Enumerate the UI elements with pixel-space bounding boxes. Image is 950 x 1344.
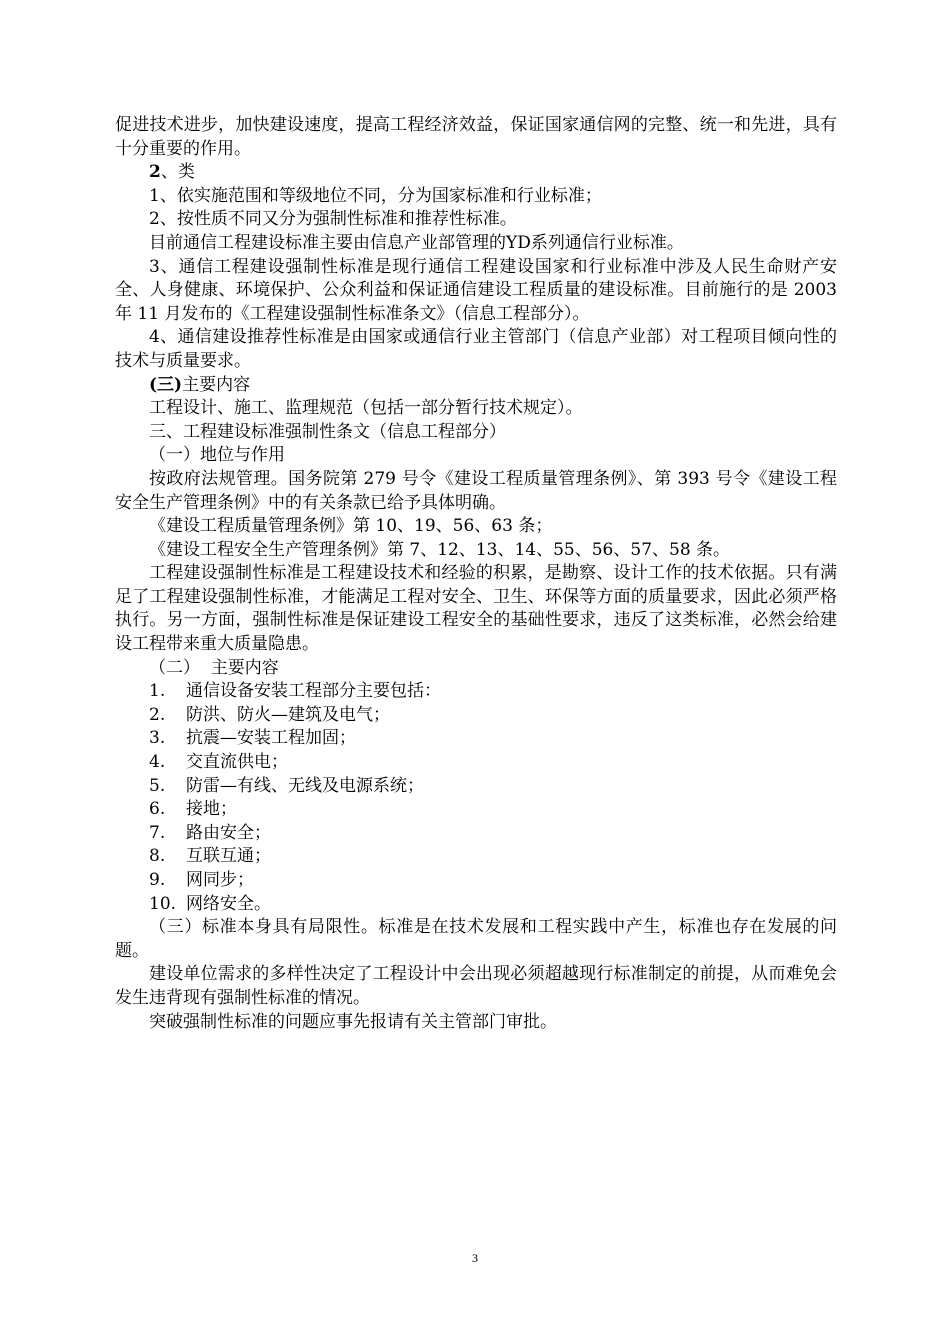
list-item — [115, 727, 837, 751]
list-item — [115, 751, 837, 775]
paragraph: 按政府法规管理。国务院第 279 号令《建设工程质量管理条例》、第 393 号令《建设工程安全生产管理条例》中的有关条款已给予具体明确。 — [115, 468, 837, 513]
list-item-text: 路由安全； — [186, 822, 271, 843]
list-item — [115, 775, 837, 799]
list-item-text: 互联互通； — [186, 846, 271, 867]
paragraph: 1、依实施范围和等级地位不同，分为国家标准和行业标准； — [149, 185, 602, 206]
paragraph: 目前通信工程建设标准主要由信息产业部管理的YD系列通信行业标准。 — [149, 232, 684, 253]
paragraph: （三）标准本身具有局限性。标准是在技术发展和工程实践中产生，标准也存在发展的问题。 — [115, 917, 837, 961]
list-item — [115, 680, 837, 704]
paragraph: 建设单位需求的多样性决定了工程设计中会出现必须超越现行标准制定的前提，从而难免会发生违背现有强制性标准的情况。 — [115, 964, 837, 1008]
section-number: (三) — [149, 374, 183, 395]
section-heading — [115, 374, 837, 398]
list-item-text: 网络安全。 — [186, 893, 271, 914]
list-item — [115, 869, 837, 893]
list-item-text: 通信设备安装工程部分主要包括： — [186, 681, 441, 702]
paragraph: 4、通信建设推荐性标准是由国家或通信行业主管部门（信息产业部）对工程项目倾向性的技术与质量要求。 — [115, 327, 837, 371]
section-heading — [115, 161, 837, 185]
list-item-number: 2. — [149, 704, 166, 725]
subsection-heading: （二） 主要内容 — [149, 657, 279, 678]
list-item-number: 9. — [149, 870, 166, 890]
list-item-number: 3. — [149, 728, 166, 749]
list-item-text: 网同步； — [186, 870, 254, 890]
list-item-number: 1. — [149, 681, 166, 702]
list-item — [115, 845, 837, 869]
section-heading: 三、工程建设标准强制性条文（信息工程部分） — [149, 421, 506, 442]
list-item-text: 交直流供电； — [186, 752, 288, 773]
list-item-number: 10. — [149, 893, 177, 914]
paragraph: 3、通信工程建设强制性标准是现行通信工程建设国家和行业标准中涉及人民生命财产安全、人身健康、环境保护、公众利益和保证通信建设工程质量的建设标准。目前施行的是 2003 年 11 月发布的《工程建设强制性标准条文》（信息工程部分）。 — [115, 256, 837, 324]
page-body — [115, 114, 837, 1034]
paragraph: 《建设工程安全生产管理条例》第 7、12、13、14、55、56、57、58 条。 — [149, 539, 731, 560]
paragraph: 2、按性质不同又分为强制性标准和推荐性标准。 — [149, 209, 517, 230]
list-item-text: 抗震—安装工程加固； — [186, 728, 356, 749]
section-number: 2 — [149, 162, 161, 183]
list-item — [115, 822, 837, 846]
list-item-number: 4. — [149, 752, 166, 773]
numbered-list — [115, 680, 837, 916]
paragraph: 促进技术进步，加快建设速度，提高工程经济效益，保证国家通信网的完整、统一和先进，具有十分重要的作用。 — [115, 115, 837, 159]
list-item-text: 防雷—有线、无线及电源系统； — [186, 775, 424, 796]
paragraph: 突破强制性标准的问题应事先报请有关主管部门审批。 — [149, 1011, 557, 1032]
section-title: 主要内容 — [182, 374, 251, 395]
section-title: 、类 — [160, 162, 195, 183]
list-item-number: 7. — [149, 822, 166, 843]
list-item-number: 8. — [149, 846, 166, 867]
paragraph: 《建设工程质量管理条例》第 10、19、56、63 条； — [149, 516, 553, 537]
subsection-heading: （一）地位与作用 — [149, 445, 285, 466]
paragraph: 工程设计、施工、监理规范（包括一部分暂行技术规定）。 — [149, 398, 583, 419]
list-item — [115, 893, 837, 917]
list-item-text: 防洪、防火—建筑及电气； — [186, 704, 390, 725]
paragraph: 工程建设强制性标准是工程建设技术和经验的积累，是勘察、设计工作的技术依据。只有满足了工程建设强制性标准，才能满足工程对安全、卫生、环保等方面的质量要求，因此必须严格执行。另一方面，强制性标准是保证建设工程安全的基础性要求，违反了这类标准，必然会给建设工程带来重大质量隐患。 — [115, 563, 837, 655]
page-number: 3 — [472, 1251, 478, 1265]
list-item — [115, 704, 837, 728]
list-item — [115, 798, 837, 822]
list-item-number: 5. — [149, 775, 166, 796]
list-item-number: 6. — [149, 799, 166, 820]
list-item-text: 接地； — [186, 799, 237, 820]
